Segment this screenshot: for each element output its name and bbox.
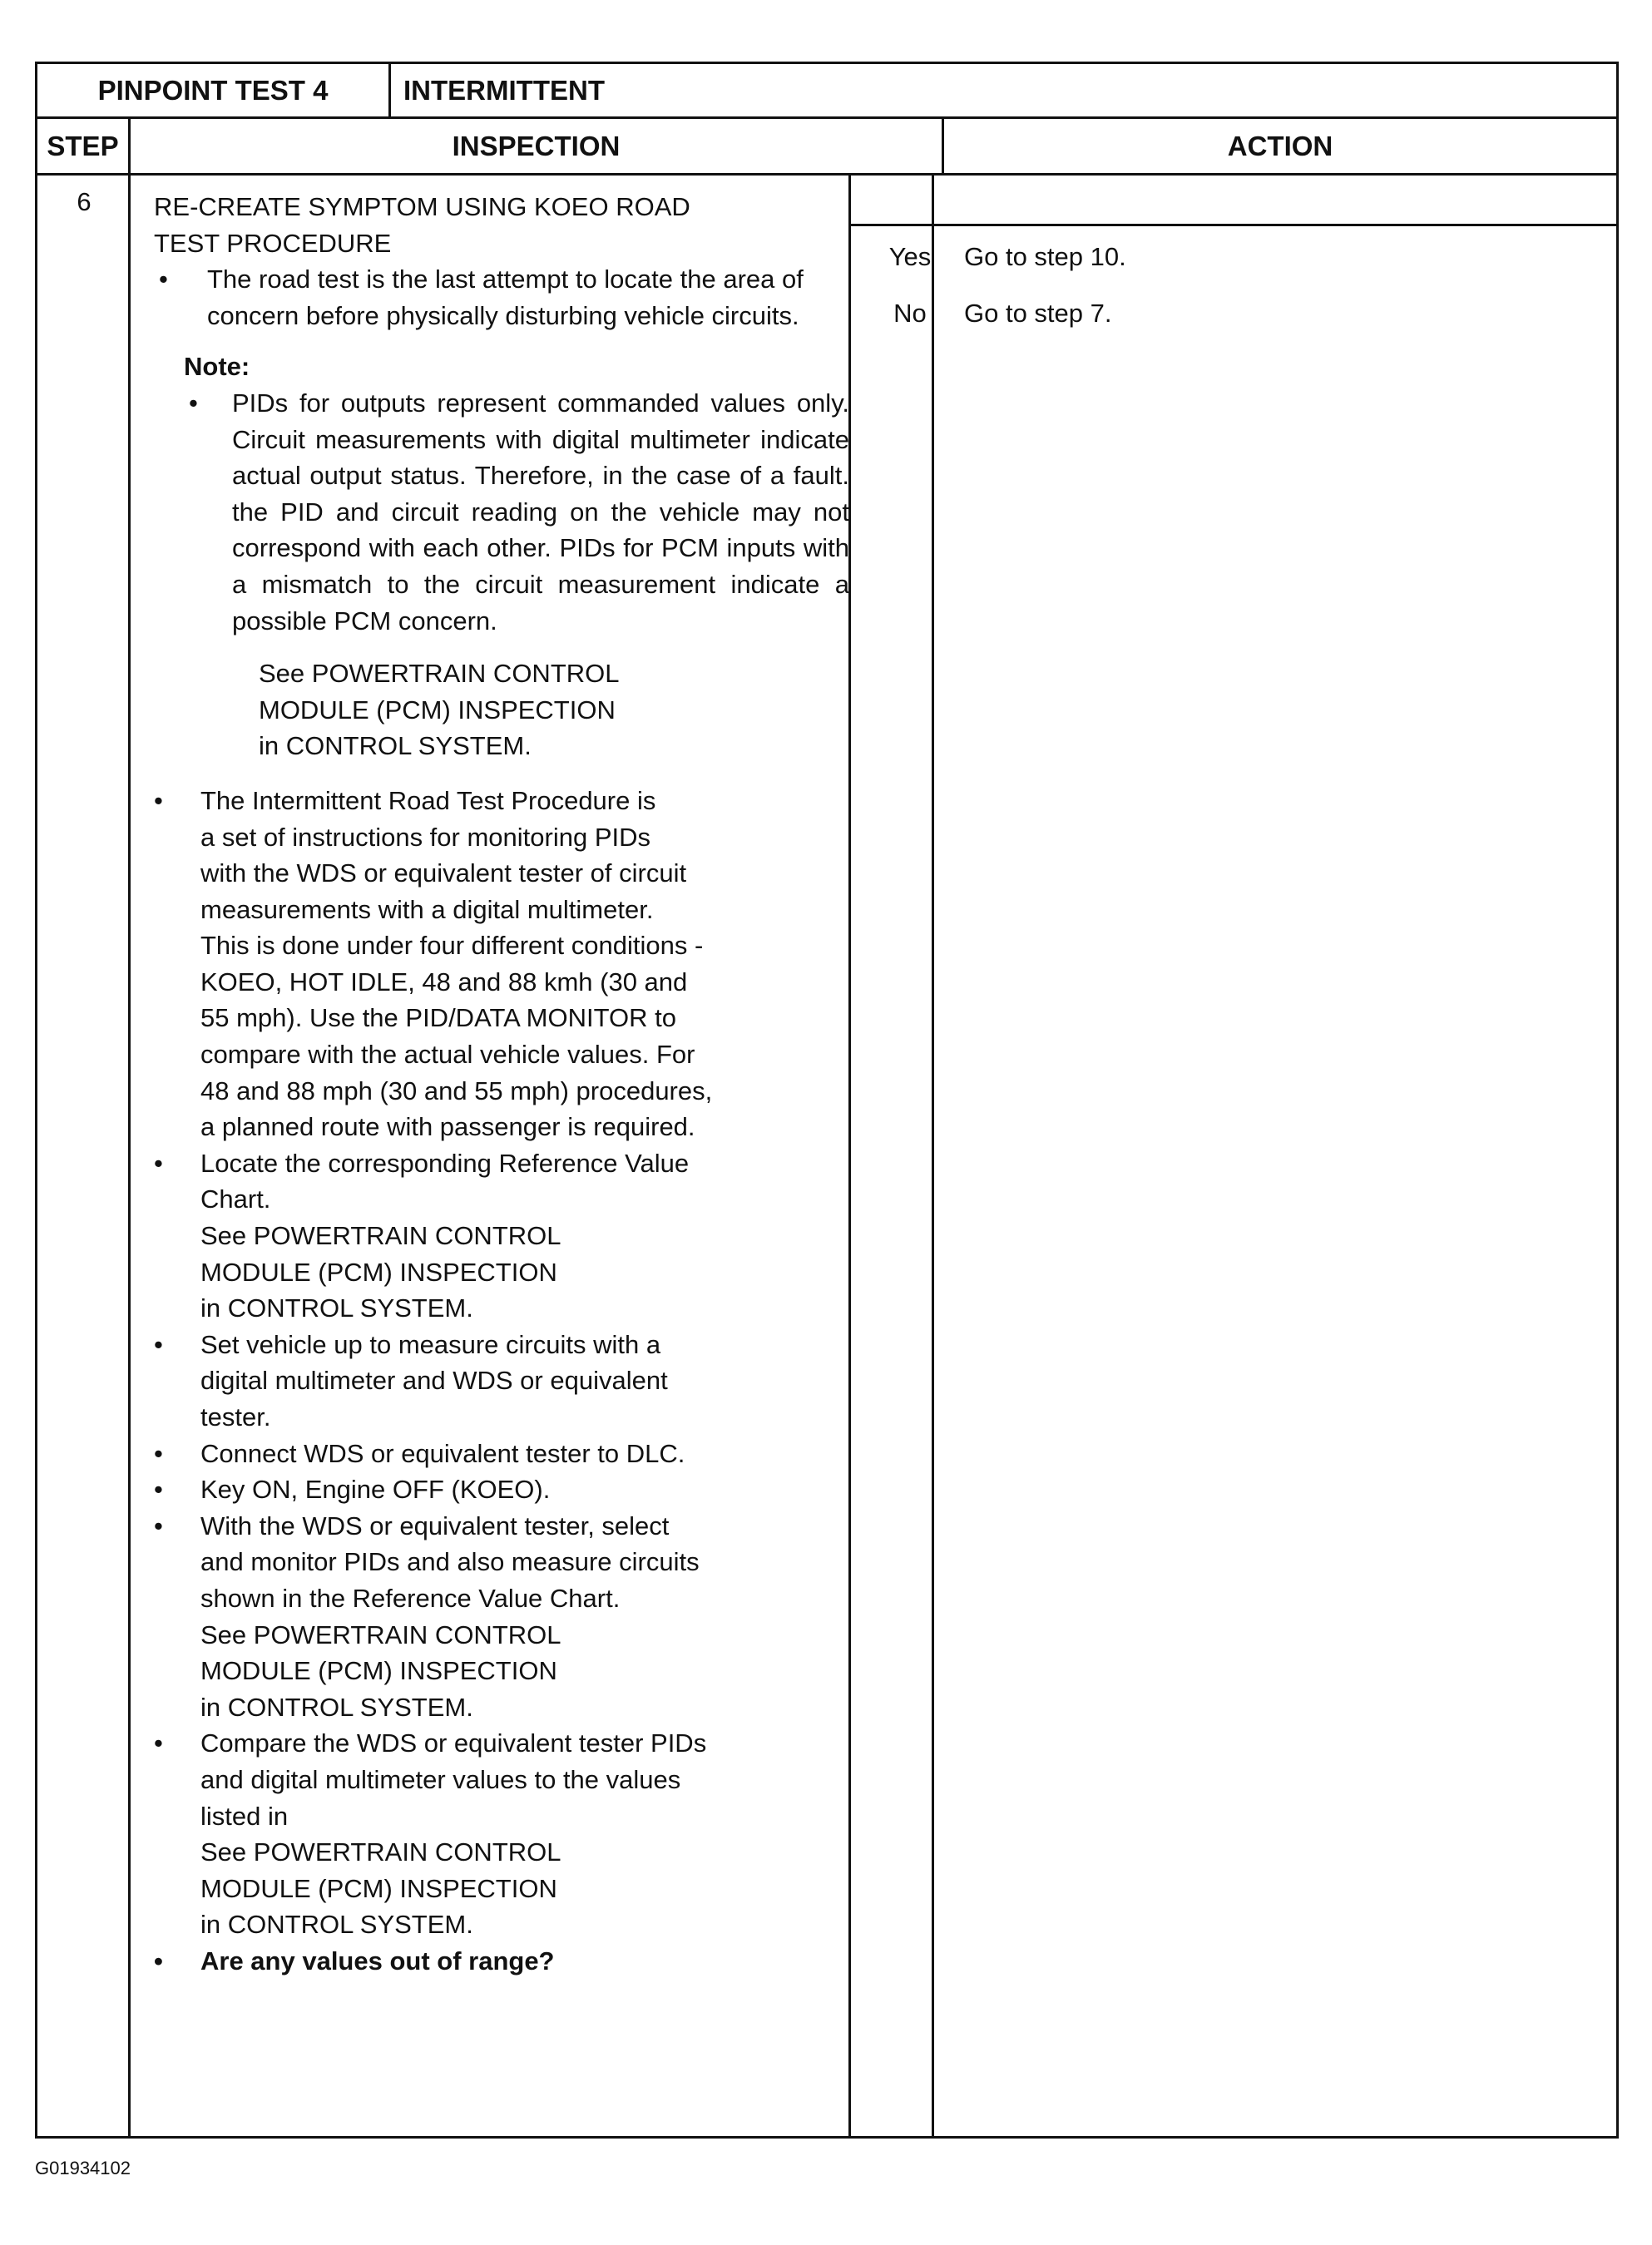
- action-header: ACTION: [1227, 131, 1333, 161]
- list-item: [149, 1327, 849, 1436]
- list-line: See POWERTRAIN CONTROL: [200, 1619, 561, 1649]
- list-line: with the WDS or equivalent tester of circuit: [200, 858, 687, 888]
- list-line: 48 and 88 mph (30 and 55 mph) procedures,: [200, 1076, 713, 1105]
- list-line: • Compare the WDS or equivalent tester PIDs: [200, 1728, 707, 1758]
- yes-no-divider: [848, 224, 1616, 226]
- list-line: a set of instructions for monitoring PIDs: [200, 822, 651, 852]
- intro-bullet: • The road test is the last attempt to locate the area of concern before physically disturbing vehicle circuits.: [154, 261, 849, 334]
- list-line: MODULE (PCM) INSPECTION: [200, 1257, 557, 1287]
- list-line: compare with the actual vehicle values. For: [200, 1040, 695, 1070]
- step-heading-line2: TEST PROCEDURE: [154, 228, 392, 258]
- list-line: • Set vehicle up to measure circuits with a: [200, 1329, 661, 1359]
- header-row: [37, 119, 1616, 176]
- see-line: in CONTROL SYSTEM.: [259, 731, 532, 761]
- step-heading-line1: RE-CREATE SYMPTOM USING KOEO ROAD: [154, 192, 690, 221]
- answer-no-label: No: [893, 299, 927, 328]
- pinpoint-test-table: [35, 62, 1619, 2139]
- step-header: STEP: [37, 119, 131, 173]
- list-line: 55 mph). Use the PID/DATA MONITOR to: [200, 1003, 676, 1033]
- list-line: measurements with a digital multimeter.: [200, 894, 654, 924]
- note-label: Note:: [184, 352, 250, 382]
- list-line: • Connect WDS or equivalent tester to DLC.: [200, 1438, 685, 1468]
- list-line: and monitor PIDs and also measure circuits: [200, 1547, 700, 1577]
- figure-code: G01934102: [35, 2158, 131, 2178]
- note-bullet: • PIDs for outputs represent commanded values only. Circuit measurements with digital multimeter indicate actual output status. Therefore, in the case of a fault. the PID and circuit reading on the vehicle may not correspond with each other. PIDs for PCM inputs with a mismatch to the circuit measurement indicate a possible PCM concern.: [184, 385, 849, 639]
- list-line: a planned route with passenger is required.: [200, 1112, 695, 1142]
- list-line: KOEO, HOT IDLE, 48 and 88 kmh (30 and: [200, 967, 688, 996]
- answer-column-rule: [932, 176, 934, 2136]
- test-label: PINPOINT TEST 4: [37, 64, 391, 116]
- inspection-header: INSPECTION: [131, 119, 944, 173]
- list-line: in CONTROL SYSTEM.: [200, 1293, 473, 1323]
- list-line: This is done under four different conditions -: [200, 931, 704, 961]
- test-name: INTERMITTENT: [403, 75, 605, 106]
- question-text: • Are any values out of range?: [200, 1946, 555, 1976]
- list-line: Chart.: [200, 1184, 271, 1214]
- list-line: tester.: [200, 1402, 271, 1432]
- list-line: MODULE (PCM) INSPECTION: [200, 1873, 557, 1903]
- procedure-list: [149, 783, 849, 1980]
- list-item: [149, 1508, 849, 1726]
- list-line: and digital multimeter values to the values: [200, 1764, 681, 1794]
- see-line: MODULE (PCM) INSPECTION: [259, 695, 616, 724]
- list-line: • With the WDS or equivalent tester, select: [200, 1511, 670, 1540]
- list-item: [149, 1725, 849, 1943]
- list-line: in CONTROL SYSTEM.: [200, 1692, 473, 1722]
- list-line: listed in: [200, 1801, 289, 1831]
- list-line: • The Intermittent Road Test Procedure is: [200, 785, 656, 815]
- note-block: [184, 349, 849, 764]
- list-item: [149, 1471, 849, 1508]
- see-line: See POWERTRAIN CONTROL: [259, 659, 620, 689]
- answer-no-action: Go to step 7.: [964, 299, 1112, 328]
- step-column-rule: [128, 176, 131, 2136]
- list-line: in CONTROL SYSTEM.: [200, 1910, 473, 1940]
- list-line: digital multimeter and WDS or equivalent: [200, 1366, 668, 1396]
- inspection-content: [154, 189, 849, 1980]
- question-item: [149, 1943, 849, 1980]
- list-line: See POWERTRAIN CONTROL: [200, 1221, 561, 1251]
- list-line: • Key ON, Engine OFF (KOEO).: [200, 1475, 551, 1505]
- list-line: MODULE (PCM) INSPECTION: [200, 1656, 557, 1686]
- note-see-reference: [259, 655, 849, 764]
- answer-yes-action: Go to step 10.: [964, 242, 1126, 271]
- list-item: [149, 1436, 849, 1472]
- list-item: [149, 1145, 849, 1327]
- list-line: See POWERTRAIN CONTROL: [200, 1837, 561, 1867]
- title-row: [37, 64, 1616, 119]
- list-item: [149, 783, 849, 1145]
- step-number: 6: [77, 187, 92, 216]
- list-line: • Locate the corresponding Reference Value: [200, 1148, 690, 1178]
- answer-yes-label: Yes: [888, 242, 932, 271]
- list-line: shown in the Reference Value Chart.: [200, 1583, 621, 1613]
